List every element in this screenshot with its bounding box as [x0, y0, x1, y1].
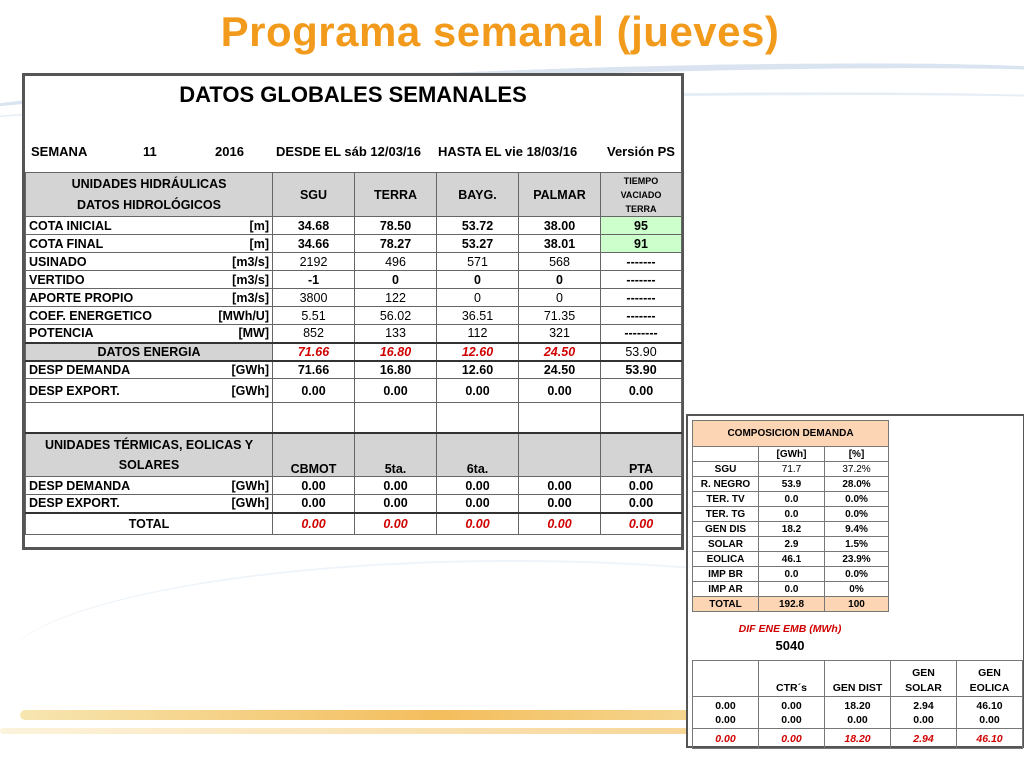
tiempo-line2: VACIADO: [620, 189, 662, 200]
hydro-row: [26, 271, 682, 289]
cell-value: 2192: [273, 253, 355, 271]
thermal-units-header: [26, 433, 273, 477]
composition-label: SOLAR: [693, 537, 759, 552]
composition-pct: 0.0%: [825, 492, 889, 507]
cell-value: 0.00: [437, 379, 519, 403]
composition-total-gwh: 192.8: [759, 597, 825, 612]
background-stripe: [20, 710, 720, 720]
composition-row: [693, 567, 889, 582]
cell-value: 0: [437, 271, 519, 289]
total-value: 0.00: [273, 513, 355, 535]
composition-total-row: [693, 597, 889, 612]
col-header-bayg: BAYG.: [437, 173, 519, 217]
composition-label: SGU: [693, 462, 759, 477]
week-year: 2016: [215, 144, 244, 159]
composition-row: [693, 582, 889, 597]
gen-total: 46.10: [957, 729, 1023, 749]
total-value: 0.00: [601, 513, 682, 535]
row-label: DESP EXPORT.: [26, 379, 202, 403]
unit-gwh: [GWh]: [759, 447, 825, 462]
cell-value: 852: [273, 325, 355, 343]
cell-value: 0.00: [519, 495, 601, 513]
row-unit: [MW]: [202, 325, 273, 343]
cell-value: 0.00: [601, 495, 682, 513]
row-unit: [GWh]: [202, 495, 273, 513]
cell-value: 78.50: [355, 217, 437, 235]
tiempo-value: -------: [601, 307, 682, 325]
gen-total: 0.00: [693, 729, 759, 749]
thermal-header-line1: UNIDADES TÉRMICAS, EOLICAS Y: [44, 437, 254, 452]
row-unit: [MWh/U]: [202, 307, 273, 325]
row-label: DESP DEMANDA: [26, 361, 202, 379]
row-unit: [m]: [202, 235, 273, 253]
composition-row: [693, 537, 889, 552]
global-data-panel: [22, 73, 684, 550]
cell-value: 0.00: [437, 477, 519, 495]
cell-value: 0.00: [519, 379, 601, 403]
gen-header-gen-dist: GEN DIST: [825, 661, 891, 697]
cell-value: 0.00: [355, 495, 437, 513]
gen-total: 2.94: [891, 729, 957, 749]
gen-value: 2.94 0.00: [891, 697, 957, 729]
total-row: [26, 513, 682, 535]
tiempo-value: -------: [601, 253, 682, 271]
energy-value: 71.66: [273, 343, 355, 361]
cell-value: 568: [519, 253, 601, 271]
tiempo-value: --------: [601, 325, 682, 343]
cell-value: 0.00: [355, 379, 437, 403]
tiempo-value: -------: [601, 289, 682, 307]
col-header-pta: PTA: [601, 433, 682, 477]
cell-value: 0: [355, 271, 437, 289]
row-unit: [m3/s]: [202, 289, 273, 307]
week-label: SEMANA: [31, 144, 88, 159]
demand-composition-panel: [686, 414, 1024, 748]
hydro-row: [26, 307, 682, 325]
thermal-dispatch-row: [26, 495, 682, 513]
tiempo-line3: TERRA: [625, 203, 657, 214]
dif-ene-label: DIF ENE EMB (MWh): [738, 623, 842, 635]
col-header-terra: TERRA: [355, 173, 437, 217]
cell-value: 0.00: [601, 379, 682, 403]
cell-value: 12.60: [437, 361, 519, 379]
date-from: DESDE EL sáb 12/03/16: [276, 144, 422, 159]
col-header-empty: [519, 433, 601, 477]
composition-row: [693, 507, 889, 522]
generation-header-row: [693, 661, 1023, 697]
cell-value: 34.68: [273, 217, 355, 235]
composition-label: EOLICA: [693, 552, 759, 567]
dispatch-row: [26, 361, 682, 379]
row-label: COTA INICIAL: [26, 217, 202, 235]
row-label: COTA FINAL: [26, 235, 202, 253]
gen-total: 0.00: [759, 729, 825, 749]
cell-value: 16.80: [355, 361, 437, 379]
composition-gwh: 0.0: [759, 507, 825, 522]
total-value: 0.00: [437, 513, 519, 535]
col-header-palmar: PALMAR: [519, 173, 601, 217]
composition-row: [693, 492, 889, 507]
tiempo-value: -------: [601, 271, 682, 289]
composition-total-label: TOTAL: [693, 597, 759, 612]
hydro-table: [25, 172, 682, 535]
thermal-dispatch-row: [26, 477, 682, 495]
composition-pct: 23.9%: [825, 552, 889, 567]
row-label: DESP EXPORT.: [26, 495, 202, 513]
composition-gwh: 0.0: [759, 582, 825, 597]
composition-row: [693, 477, 889, 492]
composition-table: [692, 420, 889, 612]
week-number: 11: [143, 144, 157, 159]
cell-value: 0.00: [273, 379, 355, 403]
composition-gwh: 53.9: [759, 477, 825, 492]
cell-value: 38.01: [519, 235, 601, 253]
hydro-row: [26, 217, 682, 235]
date-to: HASTA EL vie 18/03/16: [438, 144, 578, 159]
cell-value: 0.00: [273, 477, 355, 495]
hydro-row: [26, 289, 682, 307]
generation-values: [693, 697, 1023, 729]
spacer-row: [26, 403, 682, 433]
cell-value: 0: [519, 271, 601, 289]
hydro-header-line2: DATOS HIDROLÓGICOS: [77, 197, 221, 212]
cell-value: 133: [355, 325, 437, 343]
hydro-row: [26, 235, 682, 253]
cell-value: -1: [273, 271, 355, 289]
energy-row: [26, 343, 682, 361]
cell-value: 24.50: [519, 361, 601, 379]
row-label: VERTIDO: [26, 271, 202, 289]
energy-value: 12.60: [437, 343, 519, 361]
composition-row: [693, 552, 889, 567]
energy-label: DATOS ENERGIA: [26, 343, 273, 361]
composition-total-pct: 100: [825, 597, 889, 612]
composition-gwh: 2.9: [759, 537, 825, 552]
composition-pct: 0.0%: [825, 507, 889, 522]
cell-value: 53.27: [437, 235, 519, 253]
total-value: 0.00: [355, 513, 437, 535]
row-label: APORTE PROPIO: [26, 289, 202, 307]
background-stripe: [0, 728, 700, 734]
composition-pct: 0%: [825, 582, 889, 597]
tiempo-line1: TIEMPO: [623, 175, 659, 186]
composition-row: [693, 462, 889, 477]
gen-value: 0.00 0.00: [759, 697, 825, 729]
composition-label: IMP BR: [693, 567, 759, 582]
col-header-6ta: 6ta.: [437, 433, 519, 477]
cell-value: 0.00: [273, 495, 355, 513]
cell-value: 53.90: [601, 361, 682, 379]
composition-label: TER. TV: [693, 492, 759, 507]
cell-value: 71.35: [519, 307, 601, 325]
row-label: POTENCIA: [26, 325, 202, 343]
thermal-header-row: [26, 433, 682, 477]
gen-header-ctrs: CTR´s: [759, 661, 825, 697]
row-unit: [m]: [202, 217, 273, 235]
generation-totals-row: [693, 729, 1023, 749]
composition-row: [693, 522, 889, 537]
row-unit: [GWh]: [202, 477, 273, 495]
dispatch-row: [26, 379, 682, 403]
hydro-units-header: [26, 173, 273, 217]
cell-value: 321: [519, 325, 601, 343]
row-unit: [GWh]: [202, 379, 273, 403]
unit-pct: [%]: [825, 447, 889, 462]
thermal-header-line2: SOLARES: [118, 457, 180, 472]
composition-pct: 1.5%: [825, 537, 889, 552]
cell-value: 0: [519, 289, 601, 307]
cell-value: 0.00: [355, 477, 437, 495]
col-header-tiempo: [601, 173, 682, 217]
energy-value: 24.50: [519, 343, 601, 361]
cell-value: 122: [355, 289, 437, 307]
cell-value: 496: [355, 253, 437, 271]
composition-label: IMP AR: [693, 582, 759, 597]
cell-value: 38.00: [519, 217, 601, 235]
gen-value: 46.10 0.00: [957, 697, 1023, 729]
gen-header: [693, 661, 759, 697]
generation-table: [692, 660, 1023, 749]
version-label: Versión PS: [607, 144, 675, 159]
row-label: USINADO: [26, 253, 202, 271]
tiempo-value: 91: [601, 235, 682, 253]
composition-label: R. NEGRO: [693, 477, 759, 492]
total-value: 0.00: [519, 513, 601, 535]
gen-value: 0.00 0.00: [693, 697, 759, 729]
gen-value: 18.20 0.00: [825, 697, 891, 729]
composition-label: TER. TG: [693, 507, 759, 522]
cell-value: 0.00: [437, 495, 519, 513]
cell-value: 71.66: [273, 361, 355, 379]
composition-gwh: 46.1: [759, 552, 825, 567]
col-header-5ta: 5ta.: [355, 433, 437, 477]
cell-value: 3800: [273, 289, 355, 307]
row-unit: [GWh]: [202, 361, 273, 379]
row-label: COEF. ENERGETICO: [26, 307, 202, 325]
composition-gwh: 0.0: [759, 567, 825, 582]
composition-gwh: 18.2: [759, 522, 825, 537]
cell-value: 0.00: [519, 477, 601, 495]
col-header-cbmot: CBMOT: [273, 433, 355, 477]
composition-gwh: 71.7: [759, 462, 825, 477]
cell-value: 0: [437, 289, 519, 307]
row-label: DESP DEMANDA: [26, 477, 202, 495]
composition-label: GEN DIS: [693, 522, 759, 537]
composition-pct: 28.0%: [825, 477, 889, 492]
cell-value: 53.72: [437, 217, 519, 235]
hydro-header-row: [26, 173, 682, 217]
hydro-header-line1: UNIDADES HIDRÁULICAS: [71, 176, 227, 191]
composition-title: COMPOSICION DEMANDA: [693, 421, 889, 447]
gen-header-gen-eolica: GEN EOLICA: [957, 661, 1023, 697]
gen-total: 18.20: [825, 729, 891, 749]
col-header-sgu: SGU: [273, 173, 355, 217]
energy-value: 53.90: [601, 343, 682, 361]
gen-header-gen-solar: GEN SOLAR: [891, 661, 957, 697]
cell-value: 5.51: [273, 307, 355, 325]
hydro-row: [26, 253, 682, 271]
cell-value: 36.51: [437, 307, 519, 325]
composition-pct: 37.2%: [825, 462, 889, 477]
cell-value: 0.00: [601, 477, 682, 495]
row-unit: [m3/s]: [202, 253, 273, 271]
cell-value: 78.27: [355, 235, 437, 253]
cell-value: 571: [437, 253, 519, 271]
hydro-row: [26, 325, 682, 343]
tiempo-value: 95: [601, 217, 682, 235]
page-title: Programa semanal (jueves): [220, 8, 780, 55]
composition-gwh: 0.0: [759, 492, 825, 507]
total-label: TOTAL: [26, 513, 273, 535]
cell-value: 34.66: [273, 235, 355, 253]
panel-heading: DATOS GLOBALES SEMANALES: [179, 82, 527, 107]
energy-value: 16.80: [355, 343, 437, 361]
dif-ene-value: 5040: [775, 638, 805, 653]
composition-pct: 0.0%: [825, 567, 889, 582]
cell-value: 112: [437, 325, 519, 343]
row-unit: [m3/s]: [202, 271, 273, 289]
composition-pct: 9.4%: [825, 522, 889, 537]
cell-value: 56.02: [355, 307, 437, 325]
